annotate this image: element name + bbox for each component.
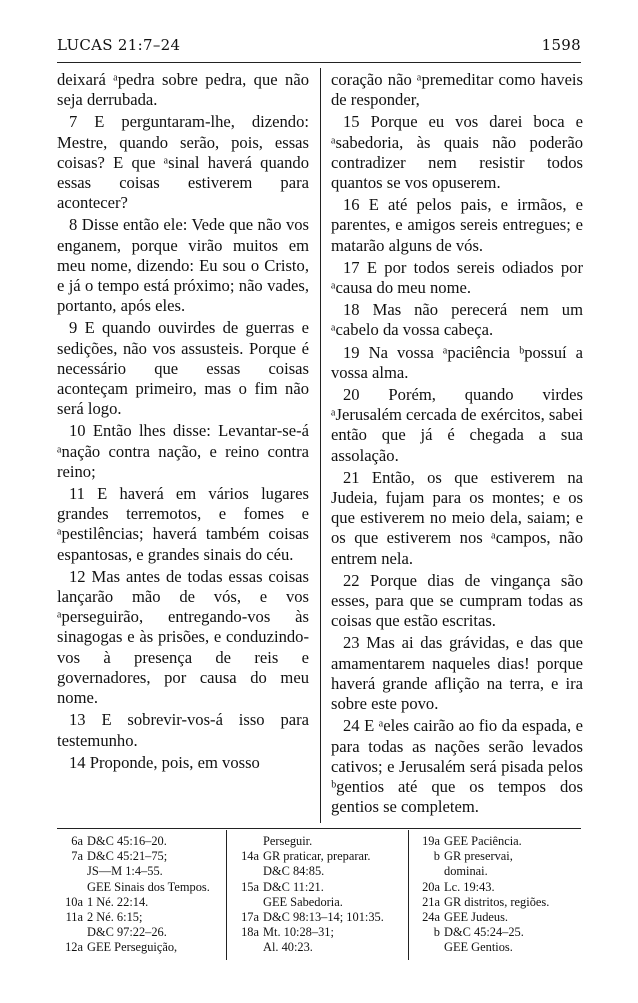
footnote-entry: Perseguir. <box>263 834 313 848</box>
footnotes-column-1 <box>57 834 225 956</box>
verse-paragraph: 10 Então lhes disse: Levantar-se-á ᵃnação contra nação, e reino contra reino; <box>57 421 309 481</box>
footnote-entry: Al. 40:23. <box>263 940 313 955</box>
footnote-divider <box>226 830 227 960</box>
verse-paragraph: 15 Porque eu vos darei boca e ᵃsabedoria, às quais não poderão contradizer nem resistir todos quantos se vos opuserem. <box>331 112 583 193</box>
footnote-entry: D&C 97:22–26. <box>87 925 167 940</box>
footnote-entry: 10a 1 Né. 22:14. <box>65 894 149 909</box>
verse-paragraph: deixará ᵃpedra sobre pedra, que não seja derrubada. <box>57 70 309 110</box>
footnote-entry: 24a GEE Judeus. <box>422 910 509 925</box>
footnote-entry: 20a Lc. 19:43. <box>422 879 495 894</box>
footnote-entry: GEE Sabedoria. <box>263 894 343 909</box>
verse-paragraph: 21 Então, os que estiverem na Judeia, fujam para os montes; e os que estiverem no meio dela, saiam; e os que estiverem nos ᵃcampos, não entrem nela. <box>331 467 583 568</box>
header-rule <box>57 62 581 63</box>
page-header <box>57 36 581 58</box>
footnote-entry: D&C 84:85. <box>263 864 325 879</box>
footnote-entry: 7a D&C 45:21–75; <box>71 849 168 864</box>
verse-paragraph: 18 Mas não perecerá nem um ᵃcabelo da vossa cabeça. <box>331 300 583 340</box>
left-text-column <box>57 70 309 773</box>
footnote-entry: GEE Gentios. <box>444 940 513 955</box>
verse-paragraph: 22 Porque dias de vingança são esses, para que se cumpram todas as coisas que estão escritas. <box>331 570 583 631</box>
footnote-entry: dominai. <box>444 864 488 879</box>
verse-paragraph: 24 E ᵃeles cairão ao fio da espada, e para todas as nações serão levados cativos; e Jerusalém será pisada pelos ᵇgentios até que os tempos dos gentios se completem. <box>331 716 583 817</box>
verse-paragraph: coração não ᵃpremeditar como haveis de responder, <box>331 70 583 110</box>
footnote-entry: b GR preservai, <box>433 849 513 864</box>
footnote-entry: 21a GR distritos, regiões. <box>422 894 550 909</box>
chapter-reference: LUCAS 21:7–24 <box>57 36 181 54</box>
verse-paragraph: 16 E até pelos pais, e irmãos, e parentes, e amigos sereis entregues; e matarão alguns de vós. <box>331 195 583 255</box>
column-divider <box>320 68 321 823</box>
footnote-entry: 17a D&C 98:13–14; 101:35. <box>241 910 384 925</box>
footnote-rule <box>57 828 581 829</box>
footnote-entry: GEE Sinais dos Tempos. <box>87 879 210 894</box>
verse-paragraph: 7 E perguntaram-lhe, dizendo: Mestre, quando serão, pois, essas coisas? E que ᵃsinal haverá quando essas coisas estiverem para acontecer? <box>57 112 309 213</box>
verse-paragraph: 13 E sobrevir-vos-á isso para testemunho. <box>57 710 309 750</box>
footnotes-column-2 <box>233 834 405 956</box>
verse-paragraph: 12 Mas antes de todas essas coisas lançarão mão de vós, e vos ᵃperseguirão, entregando-vos às sinagogas e às prisões, e conduzindo-vos à presença de reis e governadores, por causa do meu nome. <box>57 566 309 708</box>
page-number: 1598 <box>541 36 581 54</box>
footnote-entry: 14a GR praticar, preparar. <box>241 849 371 864</box>
footnote-divider <box>408 830 409 960</box>
verse-paragraph: 14 Proponde, pois, em vosso <box>69 752 260 772</box>
footnote-entry: 15a D&C 11:21. <box>241 879 324 894</box>
footnote-entry: JS—M 1:4–55. <box>87 864 163 879</box>
right-text-column <box>331 70 583 817</box>
footnote-entry: 19a GEE Paciência. <box>422 834 522 848</box>
footnote-entry: 6a D&C 45:16–20. <box>71 834 167 848</box>
footnote-entry: 18a Mt. 10:28–31; <box>241 925 334 940</box>
verse-paragraph: 11 E haverá em vários lugares grandes terremotos, e fomes e ᵃpestilências; haverá também coisas espantosas, e grandes sinais do céu. <box>57 484 309 564</box>
footnote-entry: b D&C 45:24–25. <box>433 925 524 940</box>
footnote-entry: 12a GEE Perseguição, <box>65 940 178 955</box>
verse-paragraph: 9 E quando ouvirdes de guerras e sedições, não vos assusteis. Porque é necessário que essas coisas aconteçam primeiro, mas o fim não será logo. <box>57 318 309 419</box>
verse-paragraph: 17 E por todos sereis odiados por ᵃcausa do meu nome. <box>331 257 583 298</box>
footnotes-column-3 <box>414 834 584 956</box>
verse-paragraph: 23 Mas ai das grávidas, e das que amamentarem naqueles dias! porque haverá grande aflição na terra, e ira sobre este povo. <box>331 633 583 714</box>
verse-paragraph: 20 Porém, quando virdes ᵃJerusalém cercada de exércitos, sabei então que já é chegada a sua assolação. <box>331 385 583 465</box>
verse-paragraph: 19 Na vossa ᵃpaciência ᵇpossuí a vossa alma. <box>331 342 583 382</box>
footnote-entry: 11a 2 Né. 6:15; <box>65 910 143 925</box>
verse-paragraph: 8 Disse então ele: Vede que não vos enganem, porque virão muitos em meu nome, dizendo: Eu sou o Cristo, e já o tempo está próximo; não vades, portanto, após eles. <box>57 215 309 316</box>
